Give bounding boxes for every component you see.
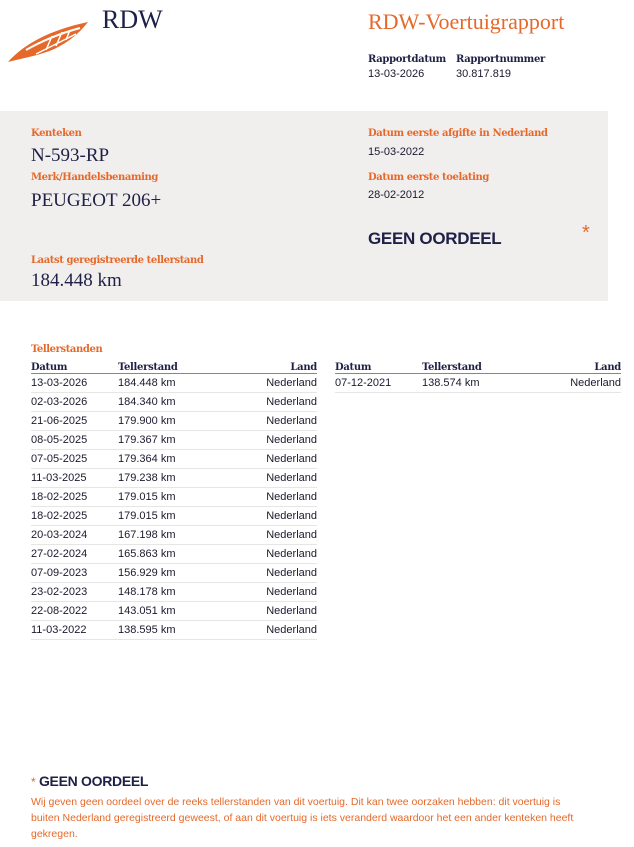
- reading-date: 18-02-2025: [31, 507, 118, 526]
- reading-date: 18-02-2025: [31, 488, 118, 507]
- reading-value: 167.198 km: [118, 526, 228, 545]
- reading-value: 138.574 km: [422, 374, 532, 393]
- reading-date: 07-05-2025: [31, 450, 118, 469]
- footnote-asterisk: *: [31, 775, 36, 789]
- reading-country: Nederland: [532, 374, 621, 393]
- report-number: 30.817.819: [456, 68, 512, 80]
- table-row: [31, 393, 317, 412]
- table-row: [31, 621, 317, 640]
- license-plate: N-593-RP: [31, 145, 110, 166]
- reading-date: 08-05-2025: [31, 431, 118, 450]
- column-header-country: Land: [228, 361, 317, 374]
- reading-value: 179.015 km: [118, 488, 228, 507]
- reading-country: Nederland: [228, 583, 317, 602]
- reading-value: 184.340 km: [118, 393, 228, 412]
- reading-value: 184.448 km: [118, 374, 228, 393]
- reading-country: Nederland: [228, 507, 317, 526]
- report-number-label: Rapportnummer: [456, 54, 545, 65]
- reading-date: 27-02-2024: [31, 545, 118, 564]
- first-nl-date: 15-03-2022: [368, 146, 425, 158]
- rdw-logo-icon: [6, 20, 90, 66]
- reading-date: 02-03-2026: [31, 393, 118, 412]
- table-row: [31, 488, 317, 507]
- footnote-heading: GEEN OORDEEL: [38, 773, 149, 789]
- report-date: 13-03-2026: [368, 68, 425, 80]
- table-row: [31, 526, 317, 545]
- readings-table-right: [335, 361, 621, 393]
- table-row: [31, 564, 317, 583]
- table-row: [31, 583, 317, 602]
- table-row: [31, 602, 317, 621]
- table-row: [31, 412, 317, 431]
- reading-date: 22-08-2022: [31, 602, 118, 621]
- reading-value: 179.015 km: [118, 507, 228, 526]
- reading-country: Nederland: [228, 621, 317, 640]
- column-header-country: Land: [532, 361, 621, 374]
- reading-date: 07-12-2021: [335, 374, 422, 393]
- table-row: [335, 374, 621, 393]
- vehicle-make: PEUGEOT 206+: [31, 190, 162, 211]
- first-admission-date: 28-02-2012: [368, 189, 425, 201]
- reading-date: 20-03-2024: [31, 526, 118, 545]
- table-row: [31, 374, 317, 393]
- reading-value: 165.863 km: [118, 545, 228, 564]
- readings-title: Tellerstanden: [31, 344, 103, 355]
- verdict-asterisk: *: [582, 222, 590, 244]
- odometer-value: 184.448 km: [31, 270, 122, 291]
- reading-country: Nederland: [228, 602, 317, 621]
- reading-value: 143.051 km: [118, 602, 228, 621]
- report-date-label: Rapportdatum: [368, 54, 446, 65]
- reading-value: 156.929 km: [118, 564, 228, 583]
- column-header-date: Datum: [31, 361, 118, 374]
- column-header-date: Datum: [335, 361, 422, 374]
- table-row: [31, 469, 317, 488]
- footnote-title: [31, 773, 148, 789]
- reading-country: Nederland: [228, 412, 317, 431]
- verdict-status: GEEN OORDEEL: [368, 229, 502, 248]
- plate-label: Kenteken: [31, 128, 82, 139]
- report-title: RDW-Voertuigrapport: [368, 9, 565, 34]
- reading-value: 138.595 km: [118, 621, 228, 640]
- reading-value: 179.900 km: [118, 412, 228, 431]
- reading-date: 21-06-2025: [31, 412, 118, 431]
- reading-value: 179.367 km: [118, 431, 228, 450]
- table-row: [31, 450, 317, 469]
- table-header-row: [31, 361, 317, 374]
- reading-date: 23-02-2023: [31, 583, 118, 602]
- reading-date: 13-03-2026: [31, 374, 118, 393]
- first-nl-label: Datum eerste afgifte in Nederland: [368, 128, 548, 139]
- column-header-reading: Tellerstand: [422, 361, 532, 374]
- footnote-text: Wij geven geen oordeel over de reeks tellerstanden van dit voertuig. Dit kan twee oorzaken hebben: dit voertuig is buiten Nederland geregistreerd geweest, of aan dit voertuig is iets veranderd waardoor het een ander kenteken heeft gekregen.: [31, 796, 574, 840]
- reading-date: 11-03-2022: [31, 621, 118, 640]
- first-admission-label: Datum eerste toelating: [368, 172, 489, 183]
- reading-value: 148.178 km: [118, 583, 228, 602]
- reading-value: 179.238 km: [118, 469, 228, 488]
- reading-date: 07-09-2023: [31, 564, 118, 583]
- column-header-reading: Tellerstand: [118, 361, 228, 374]
- make-label: Merk/Handelsbenaming: [31, 172, 159, 183]
- brand-name: RDW: [102, 5, 163, 34]
- reading-country: Nederland: [228, 469, 317, 488]
- reading-country: Nederland: [228, 564, 317, 583]
- table-row: [31, 507, 317, 526]
- table-row: [31, 431, 317, 450]
- reading-country: Nederland: [228, 393, 317, 412]
- readings-table-left: [31, 361, 317, 640]
- reading-date: 11-03-2025: [31, 469, 118, 488]
- odometer-label: Laatst geregistreerde tellerstand: [31, 255, 204, 266]
- reading-country: Nederland: [228, 526, 317, 545]
- reading-value: 179.364 km: [118, 450, 228, 469]
- reading-country: Nederland: [228, 450, 317, 469]
- reading-country: Nederland: [228, 545, 317, 564]
- reading-country: Nederland: [228, 431, 317, 450]
- reading-country: Nederland: [228, 374, 317, 393]
- table-header-row: [335, 361, 621, 374]
- reading-country: Nederland: [228, 488, 317, 507]
- table-row: [31, 545, 317, 564]
